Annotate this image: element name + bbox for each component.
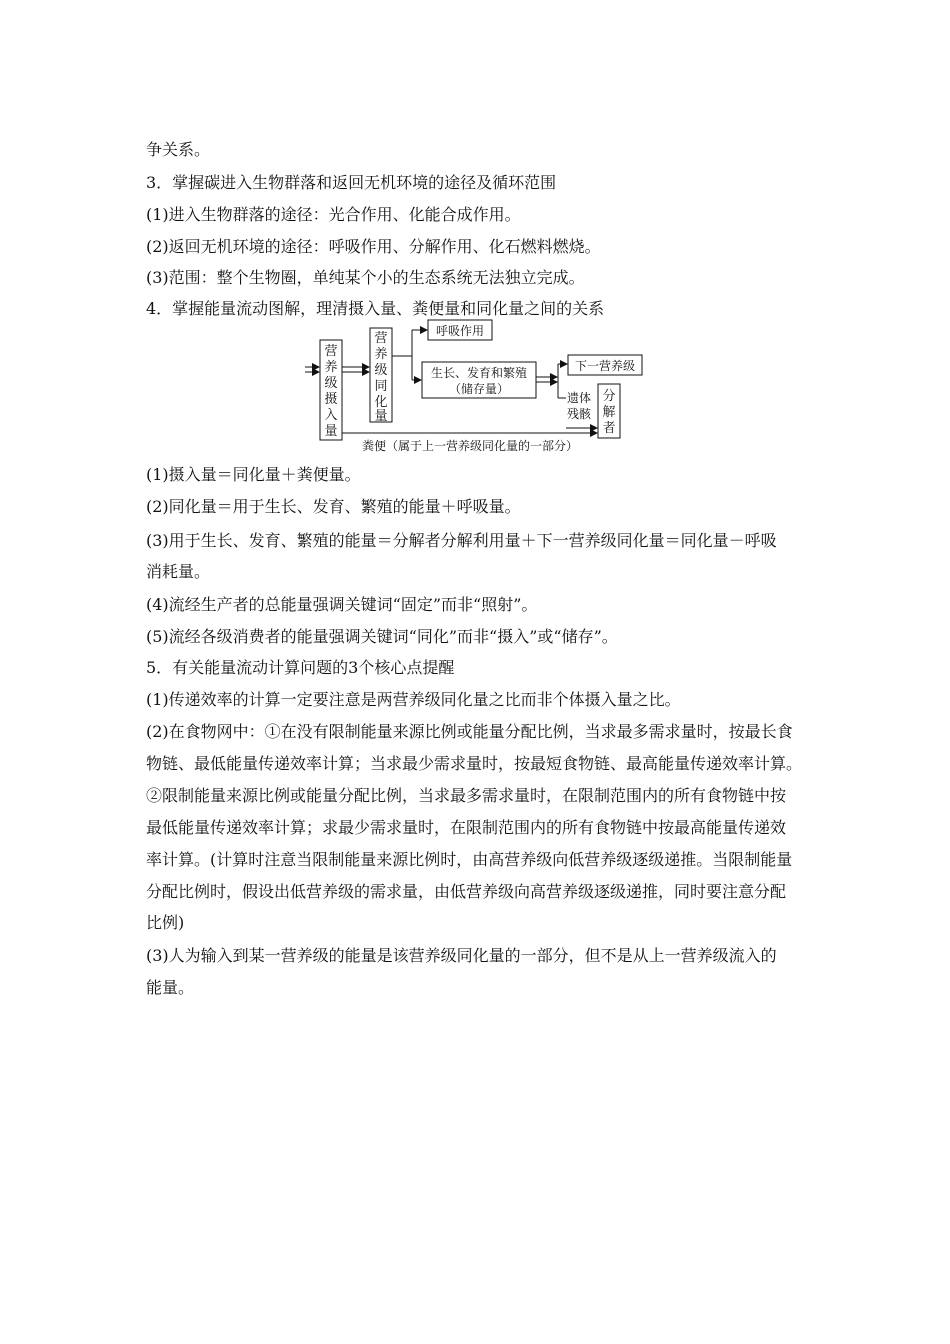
assimilation-char: 化 bbox=[374, 395, 388, 410]
text-line: 率计算。(计算时注意当限制能量来源比例时，由高营养级向低营养级逐级递推。当限制能量 bbox=[146, 850, 793, 869]
assimilation-char: 同 bbox=[374, 379, 388, 394]
text-line: 能量。 bbox=[146, 978, 195, 997]
storage-label: （储存量） bbox=[448, 382, 510, 396]
text-line: (2)在食物网中：①在没有限制能量来源比例或能量分配比例，当求最多需求量时，按最长食 bbox=[146, 722, 793, 741]
text-line: (3)人为输入到某一营养级的能量是该营养级同化量的一部分，但不是从上一营养级流入的 bbox=[146, 946, 777, 965]
text-line: (4)流经生产者的总能量强调关键词“固定”而非“照射”。 bbox=[146, 595, 538, 614]
text-line: 最低能量传递效率计算；求最少需求量时，在限制范围内的所有食物链中按最高能量传递效 bbox=[146, 818, 787, 837]
feces-label: 粪便（属于上一营养级同化量的一部分） bbox=[361, 439, 579, 453]
text-line: (5)流经各级消费者的能量强调关键词“同化”而非“摄入”或“储存”。 bbox=[146, 627, 618, 646]
intake-char: 养 bbox=[324, 360, 338, 375]
decomposer-char: 解 bbox=[602, 405, 616, 420]
section-heading: 3．掌握碳进入生物群落和返回无机环境的途径及循环范围 bbox=[146, 173, 557, 192]
text-line: 分配比例时，假设出低营养级的需求量，由低营养级向高营养级逐级递推，同时要注意分配 bbox=[146, 882, 787, 901]
text-line: 消耗量。 bbox=[146, 562, 211, 581]
text-line: (1)进入生物群落的途径：光合作用、化能合成作用。 bbox=[146, 205, 521, 224]
text-line: (2)同化量＝用于生长、发育、繁殖的能量＋呼吸量。 bbox=[146, 497, 521, 516]
text-line: (3)用于生长、发育、繁殖的能量＝分解者分解利用量＋下一营养级同化量＝同化量－呼吸 bbox=[146, 531, 777, 550]
decomposer-char: 分 bbox=[602, 389, 616, 404]
text-line: 比例) bbox=[146, 913, 185, 932]
text-line: ②限制能量来源比例或能量分配比例，当求最多需求量时，在限制范围内的所有食物链中按 bbox=[146, 786, 787, 805]
energy-flow-diagram bbox=[300, 318, 650, 458]
respiration-label: 呼吸作用 bbox=[435, 324, 485, 338]
assimilation-char: 养 bbox=[374, 347, 388, 362]
growth-label: 生长、发育和繁殖 bbox=[430, 366, 528, 380]
text-line: 物链、最低能量传递效率计算；当求最少需求量时，按最短食物链、最高能量传递效率计算。 bbox=[146, 754, 803, 773]
intake-char: 入 bbox=[324, 408, 338, 423]
remains-label: 遗体 bbox=[566, 391, 592, 405]
assimilation-char: 量 bbox=[374, 409, 388, 424]
intake-char: 量 bbox=[324, 424, 338, 439]
assimilation-char: 级 bbox=[374, 363, 388, 378]
assimilation-char: 营 bbox=[374, 331, 388, 346]
text-line: (1)摄入量＝同化量＋粪便量。 bbox=[146, 465, 361, 484]
text-line: 争关系。 bbox=[146, 140, 211, 159]
remains-label: 残骸 bbox=[566, 407, 592, 421]
intake-char: 营 bbox=[324, 344, 338, 359]
text-line: (3)范围：整个生物圈，单纯某个小的生态系统无法独立完成。 bbox=[146, 268, 585, 287]
decomposer-char: 者 bbox=[602, 421, 616, 436]
section-heading: 4．掌握能量流动图解，理清摄入量、粪便量和同化量之间的关系 bbox=[146, 299, 605, 318]
intake-char: 摄 bbox=[324, 392, 338, 407]
text-line: (2)返回无机环境的途径：呼吸作用、分解作用、化石燃料燃烧。 bbox=[146, 237, 601, 256]
next-level-label: 下一营养级 bbox=[574, 359, 636, 373]
text-line: (1)传递效率的计算一定要注意是两营养级同化量之比而非个体摄入量之比。 bbox=[146, 690, 681, 709]
section-heading: 5．有关能量流动计算问题的3个核心点提醒 bbox=[146, 658, 455, 677]
intake-char: 级 bbox=[324, 376, 338, 391]
